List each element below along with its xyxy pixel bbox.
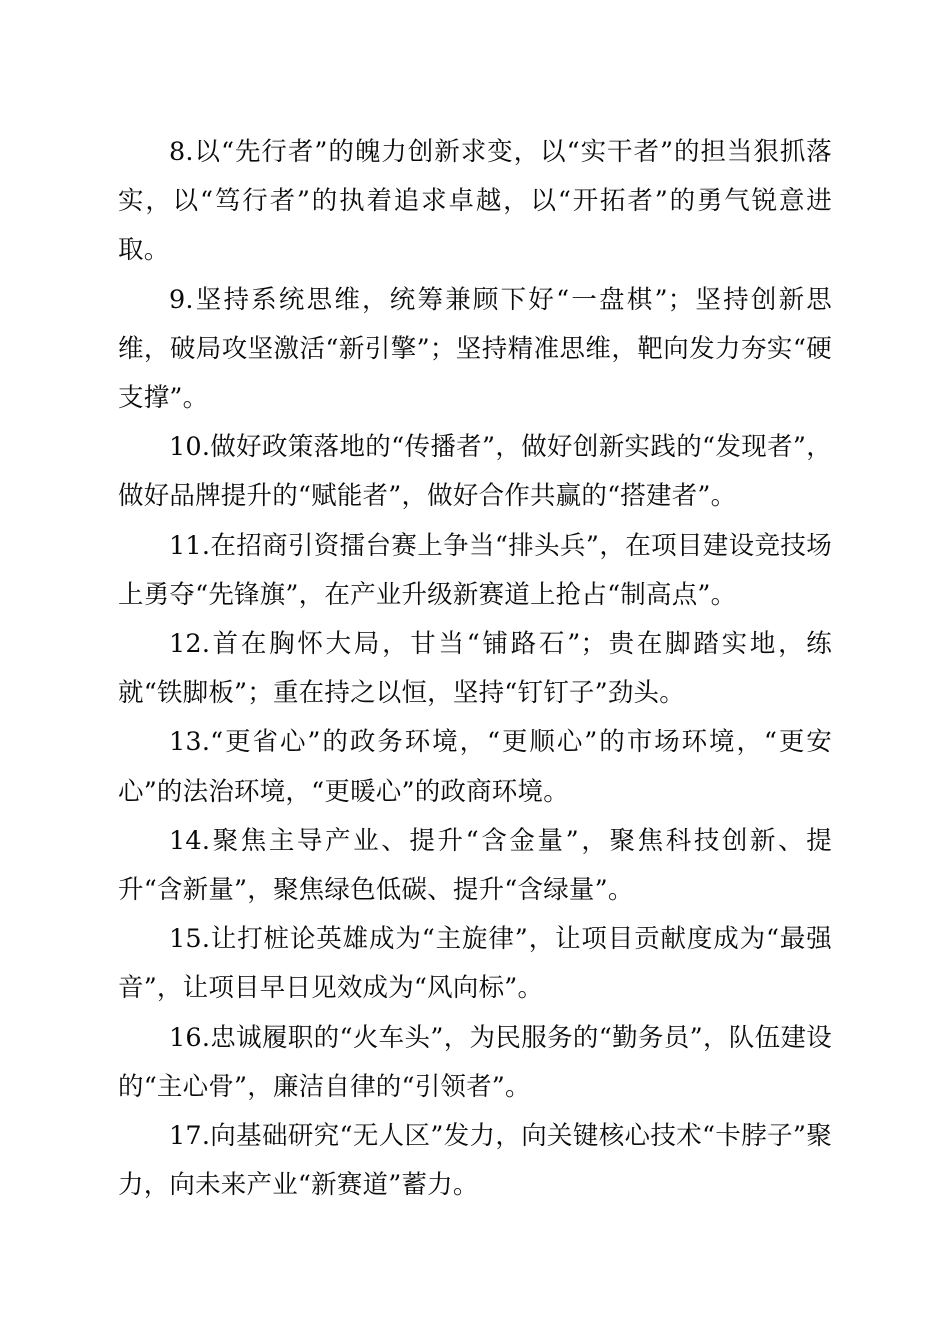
paragraph-8: 8.以“先行者”的魄力创新求变，以“实干者”的担当狠抓落实，以“笃行者”的执着追求卓越，以“开拓者”的勇气锐意进取。 xyxy=(118,137,832,266)
paragraph-15: 15.让打桩论英雄成为“主旋律”，让项目贡献度成为“最强音”，让项目早日见效成为“风向标”。 xyxy=(118,924,832,1004)
document-body xyxy=(118,128,832,1210)
paragraph-12: 12.首在胸怀大局，甘当“铺路石”；贵在脚踏实地，练就“铁脚板”；重在持之以恒，坚持“钉钉子”劲头。 xyxy=(118,629,832,709)
paragraph-11: 11.在招商引资擂台赛上争当“排头兵”，在项目建设竞技场上勇夺“先锋旗”，在产业升级新赛道上抢占“制高点”。 xyxy=(118,530,832,610)
paragraph-9: 9.坚持系统思维，统筹兼顾下好“一盘棋”；坚持创新思维，破局攻坚激活“新引擎”；坚持精准思维，靶向发力夯实“硬支撑”。 xyxy=(118,284,832,414)
paragraph-14: 14.聚焦主导产业、提升“含金量”，聚焦科技创新、提升“含新量”，聚焦绿色低碳、提升“含绿量”。 xyxy=(118,825,832,906)
paragraph-17: 17.向基础研究“无人区”发力，向关键核心技术“卡脖子”聚力，向未来产业“新赛道”蓄力。 xyxy=(118,1121,832,1201)
paragraph-16: 16.忠诚履职的“火车头”，为民服务的“勤务员”，队伍建设的“主心骨”，廉洁自律的“引领者”。 xyxy=(118,1022,832,1102)
paragraph-13: 13.“更省心”的政务环境，“更顺心”的市场环境，“更安心”的法治环境，“更暖心”的政商环境。 xyxy=(118,727,832,807)
paragraph-10: 10.做好政策落地的“传播者”，做好创新实践的“发现者”，做好品牌提升的“赋能者”，做好合作共赢的“搭建者”。 xyxy=(118,432,832,512)
